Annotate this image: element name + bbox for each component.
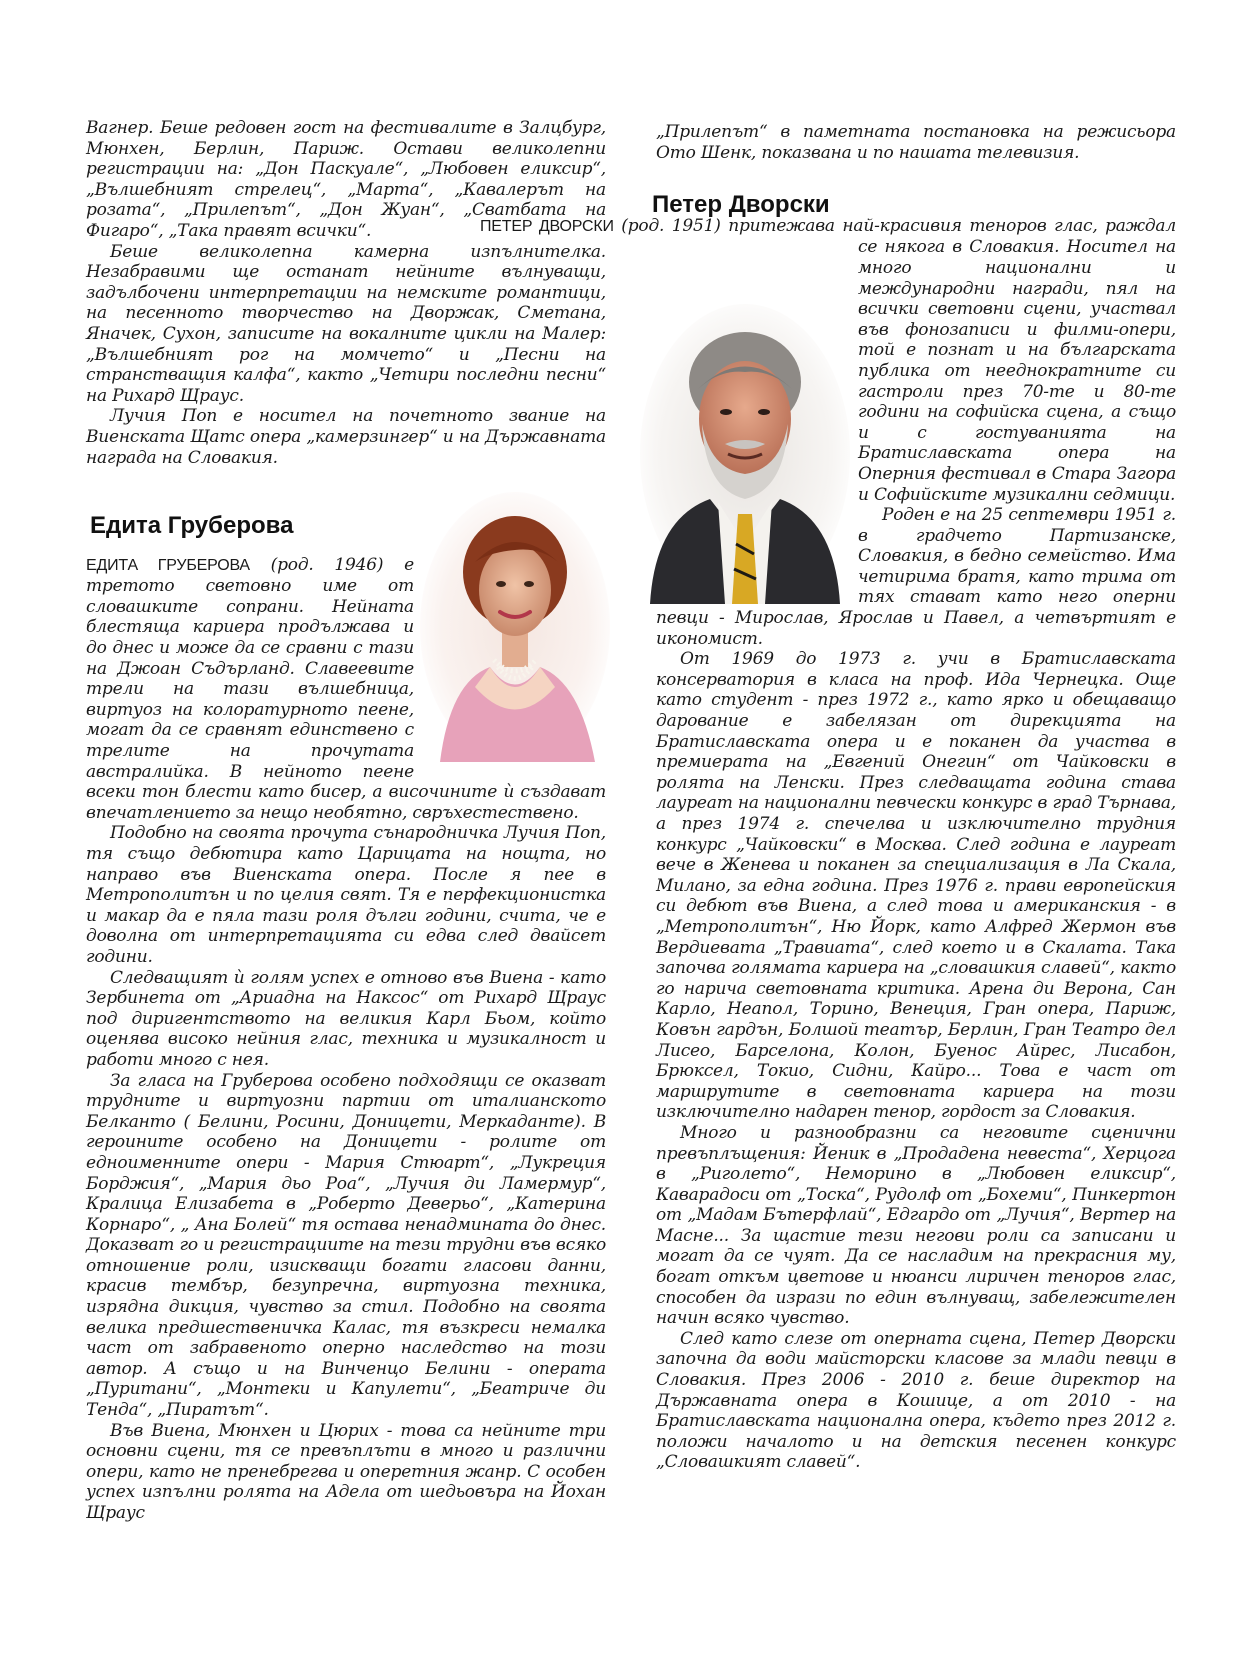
gruberova-lead-text: (род. 1946) е третото световно име от словашките сопрани. Нейната блестяща кариера продължава и до днес и може да се сравни с тази на Джоан Съдърланд. Славеевите трели на тази вълшебница, виртуоз на колоратурното пеене, могат да се сравнят единствено с трелите на прочутата австралийка. В нейното пеене всеки тон блести като бисер, а височините ѝ създават впечатлението за нещо необятно, свръхестествено. — [86, 554, 606, 823]
dvorsky-photo — [640, 304, 850, 604]
paragraph-dvorsky-studies: От 1969 до 1973 г. учи в Братиславската консерватория в класа на проф. Ида Чернецка. Още като студент - през 1972 г., като ярко и обещаващо дарование е забелязан от дирекцията на Братиславската опера и е поканен да участва в премиерата на „Евгений Онегин“ от Чайковски в ролята на Ленски. През следващата година става лауреат на национални певчески конкурс в град Търнава, а през 1974 г. спечелва и изключително трудния конкурс „Чайковски“ в Москва. След година е лауреат вече в Женева и поканен за специализация в Ла Скала, Милано, за една година. През 1976 г. прави европейския си дебют във Виена, а след това и американския - в „Метрополитън“, Ню Йорк, като Алфред Жермон във Вердиевата „Травиата“, след което и в Скалата. Така започва голямата кариера на „словашкия славей“, както го нарича световната критика. Арена ди Верона, Сан Карло, Неапол, Торино, Венеция, Гран опера, Париж, Ковън гардън, Болшой театър, Берлин, Гран Театро дел Лисео, Барселона, Колон, Буенос Айрес, Лисабон, Брюксел, Токио, Сидни, Кайро... Това е част от маршрутите в световната кариера на този изключително надарен тенор, гордост за Словакия. — [656, 649, 1176, 1123]
paragraph-dvorsky-later-career: След като слезе от оперната сцена, Петер Дворски започна да води майсторски класове за млади певци в Словакия. През 2006 - 2010 г. беше директор на Държавната опера в Кошице, а от 2010 - на Братиславската национална опера, където през 2012 г. положи началото и на детския песенен конкурс „Словашкият славей“. — [656, 1328, 1176, 1473]
paragraph-fledermaus-continuation: „Прилепът“ в паметната постановка на режисьора Ото Шенк, показвана и по нашата телевизия. — [656, 122, 1176, 163]
paragraph-gruberova-belcanto: За гласа на Груберова особено подходящи се оказват трудните и виртуозни партии от италианското Белканто ( Белини, Росини, Доницети, Меркаданте). В героините особено на Доницети - ролите от едноименните опери - Мария Стюарт“, „Лукреция Борджия“, „Мария дьо Роа“, „Лучия ди Ламермур“, Кралица Елизабета в „Роберто Деверьо“, „Катерина Корнаро“, „ Ана Болей“ тя остава ненадмината до днес. Доказват го и регистрациите на тези трудни във всяко отношение роли, изискващи богати гласови данни, красив тембър, безупречна, виртуозна техника, изрядна дикция, чувство за стил. Подобно на своята велика предшественичка Калас, тя възкреси немалка част от забравеното оперно наследство на този автор. А също и на Винченцо Белини - операта „Пуритани“, „Монтеки и Капулети“, „Беатриче ди Тенда“, „Пиратът“. — [86, 1070, 606, 1421]
paragraph-gruberova-stages: Във Виена, Мюнхен и Цюрих - това са нейните три основни сцени, тя се превъплъти в много и различни опери, като не пренебрегва и оперетния жанр. С особен успех изпълни ролята на Адела от шедьовъра на Йохан Щраус — [86, 1420, 606, 1523]
paragraph-lucia-popp-chamber: Беше великолепна камерна изпълнителка. Незабравими ще останат нейните вълнуващи, задълбочени интерпретации на немските романтици, на песенното творчество на Дворжак, Сметана, Яначек, Сухон, записите на вокалните цикли на Малер: „Вълшебният рог на момчето“ и „Песни на странстващия калфа“, както „Четири последни песни“ на Рихард Щраус. — [86, 241, 606, 406]
gruberova-portrait-image — [420, 492, 610, 762]
paragraph-gruberova-queen-of-night: Подобно на своята прочута сънародничка Лучия Поп, тя също дебютира като Царицата на нощта, но направо във Виенската опера. После я пее в Метрополитън и по целия свят. Тя е перфекционистка и макар да е пяла тази роля дълги години, счита, че е доволна от интерпретацията си едва след двайсет години. — [86, 823, 606, 967]
dvorsky-lead-text: (род. 1951) притежава най-красивия теноров глас, раждал се някога в Словакия. Носител на много национални и международни награди, пял на всички световни сцени, участвал във фонозаписи и филми-опери, той е познат и на българската публика от нееднократните си гастроли през 70-те и 80-те години на софийска сцена, а също и с гостуванията на Братиславската опера на Оперния фестивал в Стара Загора и Софийските музикални седмици. — [613, 215, 1176, 505]
dvorsky-name-caps: ПЕТЕР ДВОРСКИ — [480, 217, 614, 235]
gruberova-photo — [420, 492, 610, 762]
paragraph-lucia-popp-recordings: Вагнер. Беше редовен гост на фестивалите в Залцбург, Мюнхен, Берлин, Париж. Остави великолепни регистрации на: „Дон Паскуале“, „Любовен еликсир“, „Вълшебният стрелец“, „Марта“, „Кавалерът на розата“, „Прилепът“, „Дон Жуан“, „Сватбата на Фигаро“, „Така правят всички“. — [86, 118, 606, 241]
paragraph-gruberova-zerbinetta: Следващият ѝ голям успех е отново във Виена - като Зербинета от „Ариадна на Наксос“ от Рихард Щраус под диригентството на великия Карл Бьом, който оценява високо нейния глас, техника и музикалност и работи много с нея. — [86, 967, 606, 1070]
paragraph-lucia-popp-title: Лучия Поп е носител на почетното звание на Виенската Щатс опера „камерзингер“ и на Държавната награда на Словакия. — [86, 406, 606, 468]
paragraph-dvorsky-roles: Много и разнообразни са неговите сценични превъплъщения: Йеник в „Продадена невеста“, Херцога в „Риголето“, Неморино в „Любовен еликсир“, Каварадоси от „Тоска“, Рудолф от „Бохеми“, Пинкертон от „Мадам Бътерфлай“, Едгардо от „Лучия“, Вертер на Масне... За щастие тези негови роли са записани и могат да се чуят. Да се насладим на прекрасния му, богат откъм цветове и нюанси лиричен теноров глас, способен да изрази по един вълнуващ, забележителен начин всяко чувство. — [656, 1122, 1176, 1329]
heading-dvorsky: Петер Дворски — [652, 191, 830, 219]
gruberova-name-caps: ЕДИТА ГРУБЕРОВА — [86, 556, 250, 574]
dvorsky-portrait-image — [640, 304, 850, 604]
paragraph-dvorsky-born: Роден е на 25 септември 1951 г. в градчето Партизанске, Словакия, в бедно семейство. Има четирима братя, като трима от тях стават като него оперни певци - Мирослав, Ярослав и Павел, а четвъртият е икономист. — [656, 505, 1176, 649]
left-column — [86, 118, 606, 1524]
right-column — [480, 122, 1176, 1473]
heading-gruberova: Едита Груберова — [90, 512, 294, 540]
